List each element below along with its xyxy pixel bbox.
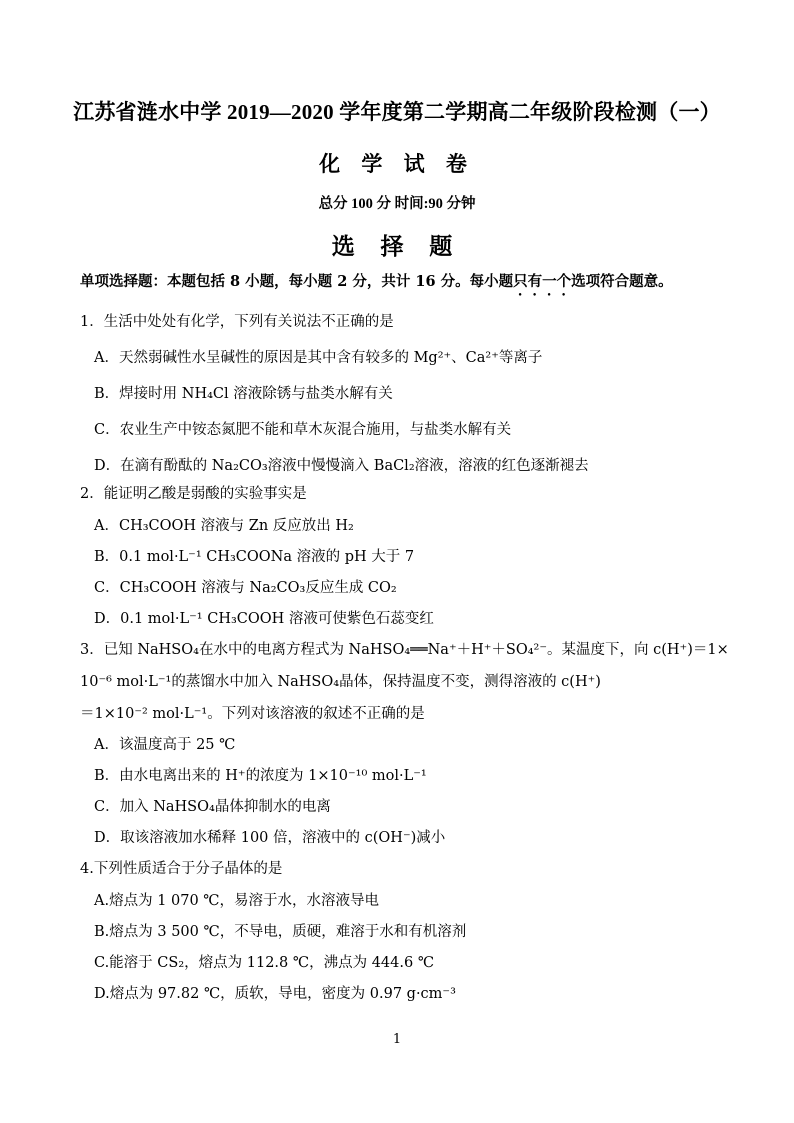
question-3-option-a: A．该温度高于 25 ℃ — [94, 737, 236, 753]
exam-title: 江苏省涟水中学 2019—2020 学年度第二学期高二年级阶段检测（一） — [73, 100, 721, 124]
question-2-option-a: A．CH₃COOH 溶液与 Zn 反应放出 H₂ — [94, 518, 354, 534]
exam-meta: 总分 100 分 时间:90 分钟 — [318, 196, 476, 212]
question-2-option-d: D．0.1 mol·L⁻¹ CH₃COOH 溶液可使紫色石蕊变红 — [94, 611, 434, 627]
question-2-stem: 2．能证明乙酸是弱酸的实验事实是 — [80, 486, 307, 502]
question-3-option-b: B．由水电离出来的 H⁺的浓度为 1×10⁻¹⁰ mol·L⁻¹ — [94, 768, 427, 784]
question-1-option-a: A．天然弱碱性水呈碱性的原因是其中含有较多的 Mg²⁺、Ca²⁺等离子 — [94, 350, 543, 366]
question-4-option-a: A.熔点为 1 070 ℃，易溶于水，水溶液导电 — [94, 893, 380, 909]
question-4-stem: 4.下列性质适合于分子晶体的是 — [80, 861, 283, 877]
question-2-option-c: C．CH₃COOH 溶液与 Na₂CO₃反应生成 CO₂ — [94, 580, 397, 596]
section-title: 选 择 题 — [331, 234, 463, 259]
page-number: 1 — [392, 1032, 402, 1047]
instructions-emphasis: 只有一个 — [513, 273, 572, 290]
question-3-option-c: C．加入 NaHSO₄晶体抑制水的电离 — [94, 799, 331, 815]
question-1-option-d: D．在滴有酚酞的 Na₂CO₃溶液中慢慢滴入 BaCl₂溶液，溶液的红色逐渐褪去 — [94, 458, 589, 474]
question-3-stem-line-2: 10⁻⁶ mol·L⁻¹的蒸馏水中加入 NaHSO₄晶体，保持温度不变，测得溶液的 c(H⁺) — [80, 674, 601, 690]
question-4-option-d: D.熔点为 97.82 ℃，质软，导电，密度为 0.97 g·cm⁻³ — [94, 986, 456, 1002]
question-3-stem-line-1: 3．已知 NaHSO₄在水中的电离方程式为 NaHSO₄══Na⁺＋H⁺＋SO₄²⁻。某温度下，向 c(H⁺)＝1× — [80, 642, 729, 658]
instructions — [80, 270, 673, 299]
question-4-option-b: B.熔点为 3 500 ℃，不导电，质硬，难溶于水和有机溶剂 — [94, 924, 467, 940]
question-1-option-c: C．农业生产中铵态氮肥不能和草木灰混合施用，与盐类水解有关 — [94, 422, 512, 438]
instructions-suffix: 选项符合题意。 — [571, 273, 673, 290]
subject-title: 化 学 试 卷 — [319, 152, 475, 176]
question-4-option-c: C.能溶于 CS₂，熔点为 112.8 ℃，沸点为 444.6 ℃ — [94, 955, 435, 971]
instructions-prefix: 单项选择题：本题包括 8 小题，每小题 2 分，共计 16 分。每小题 — [80, 273, 514, 290]
question-1-option-b: B．焊接时用 NH₄Cl 溶液除锈与盐类水解有关 — [94, 386, 393, 402]
question-3-option-d: D．取该溶液加水稀释 100 倍，溶液中的 c(OH⁻)减小 — [94, 830, 446, 846]
question-1-stem: 1．生活中处处有化学，下列有关说法不正确的是 — [80, 314, 394, 330]
question-2-option-b: B．0.1 mol·L⁻¹ CH₃COONa 溶液的 pH 大于 7 — [94, 549, 415, 565]
question-3-stem-line-3: ＝1×10⁻² mol·L⁻¹。下列对该溶液的叙述不正确的是 — [80, 706, 425, 722]
